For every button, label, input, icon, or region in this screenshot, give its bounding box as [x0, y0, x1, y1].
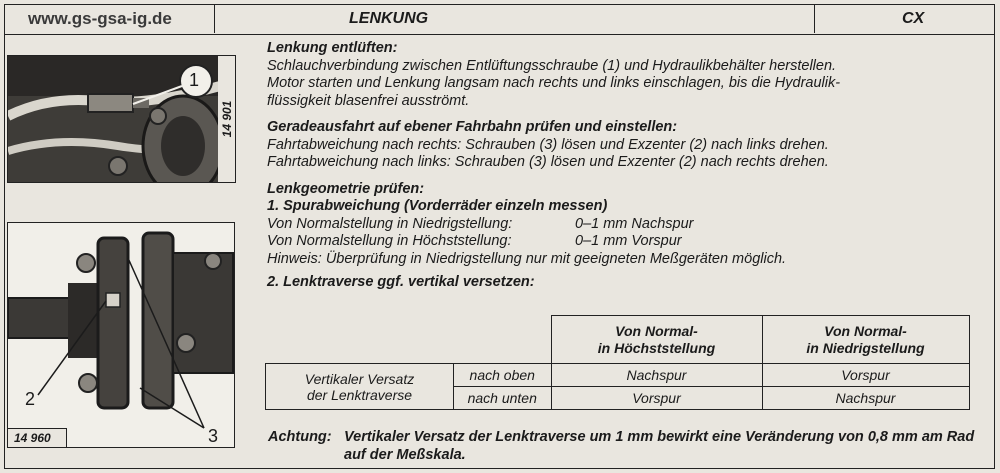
table-cell: Nachspur	[551, 364, 762, 387]
section-title-straight-run: Geradeausfahrt auf ebener Fahrbahn prüfen und einstellen:	[267, 119, 678, 135]
table-row	[266, 364, 970, 387]
subsection-toe: 1. Spurabweichung (Vorderräder einzeln messen)	[267, 198, 608, 214]
text-line: Motor starten und Lenkung langsam nach rechts und links einschlagen, bis die Hydraulik-	[267, 75, 841, 91]
text-line: Fahrtabweichung nach rechts: Schrauben (3) lösen und Exzenter (2) nach links drehen.	[267, 136, 829, 153]
callout-2: 2	[25, 389, 36, 409]
photo-bleeder-screw	[7, 55, 219, 183]
offset-table	[265, 315, 970, 410]
header-divider	[814, 4, 815, 33]
direction-cell: nach unten	[454, 387, 552, 410]
warning-note	[268, 428, 978, 464]
warning-text: Vertikaler Versatz der Lenktraverse um 1 mm bewirkt eine Veränderung von 0,8 mm am Rad auf der Meßskala.	[344, 429, 975, 463]
page-title: LENKUNG	[349, 10, 429, 27]
warning-label: Achtung:	[268, 429, 332, 445]
site-url: www.gs-gsa-ig.de	[28, 9, 172, 28]
hint-line: Hinweis: Überprüfung in Niedrigstellung nur mit geeigneten Meßgeräten möglich.	[267, 250, 787, 267]
model-label: CX	[902, 10, 925, 27]
steering-coupling-illustration	[8, 223, 235, 448]
bleeder-screw-illustration	[8, 56, 219, 183]
text-line: Fahrtabweichung nach links: Schrauben (3) lösen und Exzenter (2) nach rechts drehen.	[267, 154, 829, 170]
figure-number-bottom: 14 960	[7, 428, 67, 448]
spec-line: Von Normalstellung in Niedrigstellung: 0–1 mm Nachspur	[267, 215, 694, 232]
text-line: flüssigkeit blasenfrei ausströmt.	[267, 92, 470, 109]
table-cell: Vorspur	[551, 387, 762, 410]
figure-number-top: 14 901	[218, 55, 236, 183]
header-divider	[214, 4, 215, 33]
header-bar	[4, 4, 995, 35]
column-header-hoechst: Von Normal- in Höchststellung	[551, 316, 762, 364]
callout-1: 1	[189, 70, 200, 90]
subsection-crossmember: 2. Lenktraverse ggf. vertikal versetzen:	[267, 274, 535, 290]
section-title-geometry: Lenkgeometrie prüfen:	[267, 180, 425, 197]
instructions	[267, 40, 987, 292]
text-line: Schlauchverbindung zwischen Entlüftungsschraube (1) und Hydraulikbehälter herstellen.	[267, 57, 837, 74]
table-cell: Vorspur	[762, 364, 969, 387]
section-title-bleeding: Lenkung entlüften:	[267, 40, 398, 56]
row-label: Vertikaler Versatz der Lenktraverse	[266, 364, 454, 410]
direction-cell: nach oben	[454, 364, 552, 387]
table-cell: Nachspur	[762, 387, 969, 410]
photo-steering-coupling	[7, 222, 235, 448]
column-header-niedrig: Von Normal- in Niedrigstellung	[762, 316, 969, 364]
spec-line: Von Normalstellung in Höchststellung: 0–1 mm Vorspur	[267, 233, 682, 249]
callout-3: 3	[208, 426, 219, 446]
